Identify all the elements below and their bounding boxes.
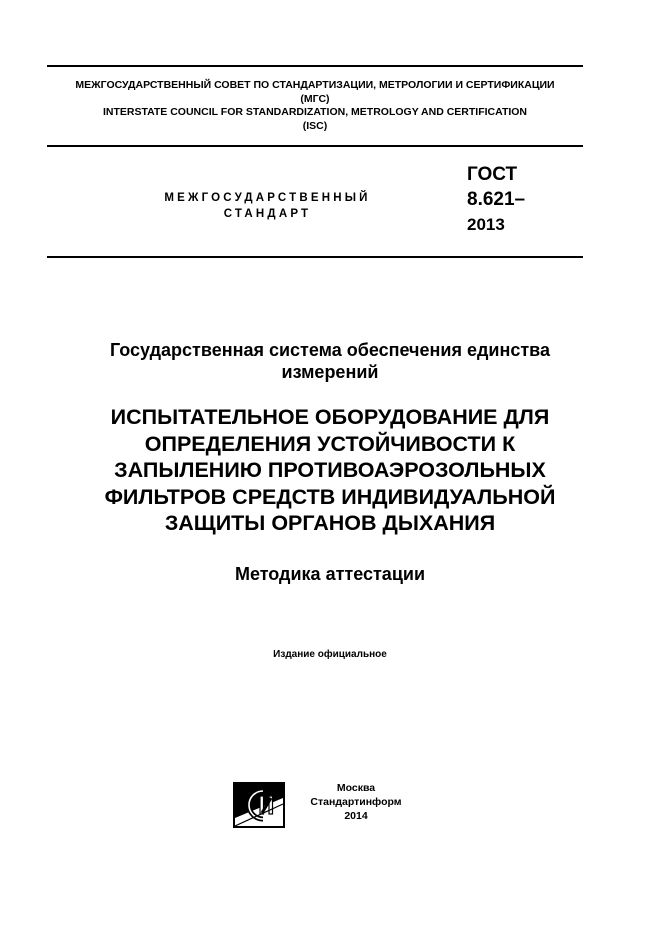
method-subtitle: Методика аттестации <box>234 564 426 584</box>
gost-label: ГОСТ <box>467 164 518 185</box>
publisher-city: Москва <box>336 782 376 794</box>
edition-note: Издание официальное <box>273 649 387 660</box>
main-title-line: ОПРЕДЕЛЕНИЯ УСТОЙЧИВОСТИ К <box>144 431 516 456</box>
council-block <box>47 79 583 133</box>
system-title-line2: измерений <box>281 362 379 382</box>
council-ru-abbr: (МГС) <box>300 92 330 105</box>
main-title-line: ФИЛЬТРОВ СРЕДСТВ ИНДИВИДУАЛЬНОЙ <box>104 484 556 509</box>
council-ru: МЕЖГОСУДАРСТВЕННЫЙ СОВЕТ ПО СТАНДАРТИЗАЦИИ, МЕТРОЛОГИИ И СЕРТИФИКАЦИИ <box>75 79 555 91</box>
gost-designation <box>467 162 525 237</box>
top-rule <box>47 65 583 67</box>
standard-type <box>140 190 395 222</box>
main-title <box>40 404 620 537</box>
main-title-line: ИСПЫТАТЕЛЬНОЕ ОБОРУДОВАНИЕ ДЛЯ <box>110 405 550 429</box>
publisher-year: 2014 <box>344 810 368 822</box>
publisher-block <box>296 781 416 823</box>
council-en: INTERSTATE COUNCIL FOR STANDARDIZATION, METROLOGY AND CERTIFICATION <box>102 106 528 118</box>
main-title-line: ЗАЩИТЫ ОРГАНОВ ДЫХАНИЯ <box>164 511 496 535</box>
system-title-line1: Государственная система обеспечения единства <box>109 340 551 360</box>
main-title-line: ЗАПЫЛЕНИЮ ПРОТИВОАЭРОЗОЛЬНЫХ <box>114 458 546 482</box>
bottom-rule <box>47 256 583 258</box>
publisher-name: Стандартинформ <box>310 796 402 808</box>
council-en-abbr: (ISC) <box>302 119 328 132</box>
gost-number: 8.621– <box>467 189 526 210</box>
standard-type-line1: МЕЖГОСУДАРСТВЕННЫЙ <box>164 192 371 204</box>
middle-rule <box>47 145 583 147</box>
system-title <box>40 339 620 383</box>
standartinform-logo-icon <box>233 782 285 828</box>
gost-year: 2013 <box>467 215 505 234</box>
standard-type-line2: СТАНДАРТ <box>223 208 312 220</box>
